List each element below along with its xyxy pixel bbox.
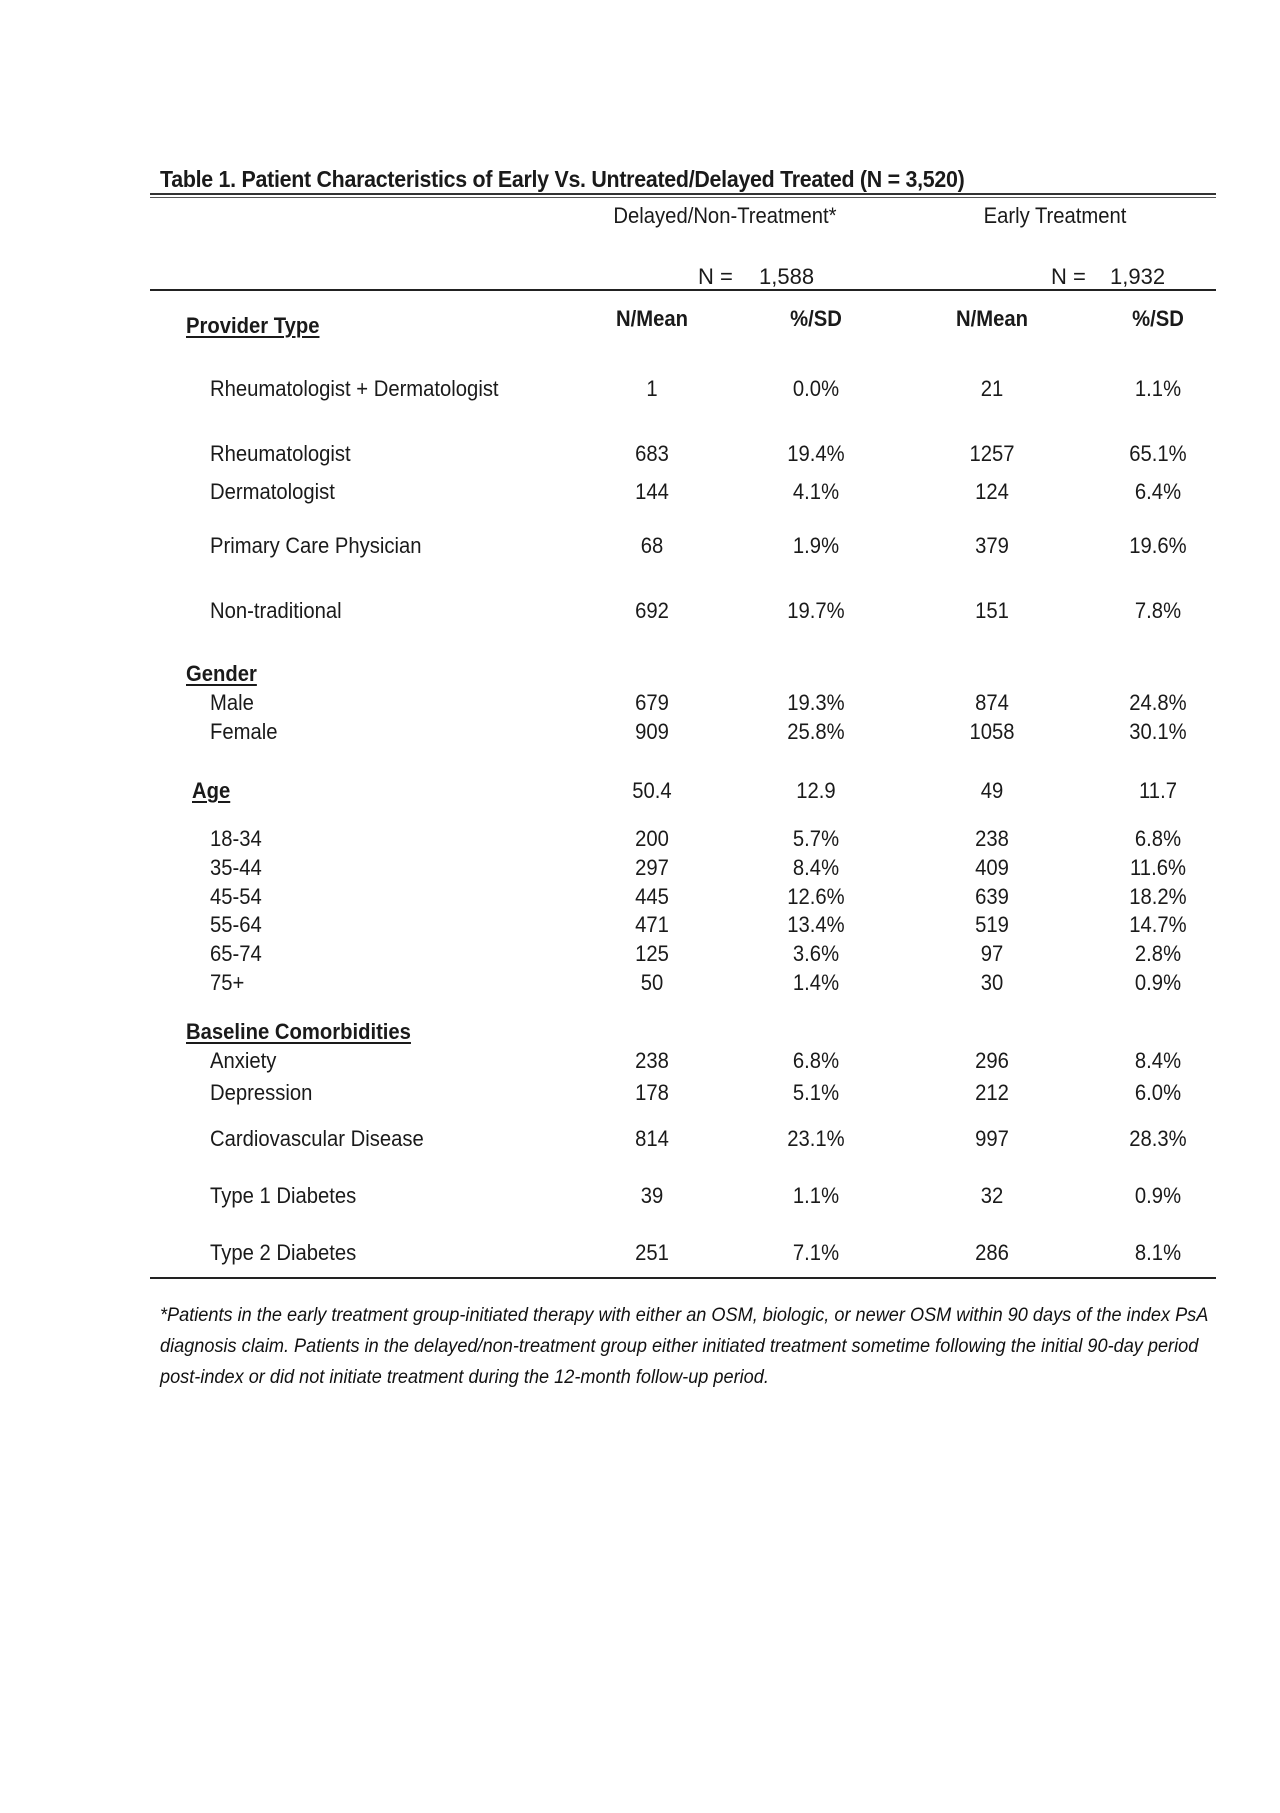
cell-pctsd-early: 24.8% xyxy=(1129,690,1187,715)
cell-mean-delayed: 50.4 xyxy=(632,778,672,803)
cell-nmean-delayed: 683 xyxy=(635,441,669,466)
section-baseline-comorbidities: Baseline Comorbidities xyxy=(186,1019,411,1044)
cell-pctsd-delayed: 19.4% xyxy=(787,441,845,466)
cell-nmean-delayed: 50 xyxy=(640,970,664,995)
cell-pctsd-early: 19.6% xyxy=(1129,533,1187,558)
cell-pctsd-delayed: 23.1% xyxy=(787,1126,845,1151)
cell-pctsd-delayed: 1.9% xyxy=(792,533,840,558)
cell-pctsd-early: 6.4% xyxy=(1134,479,1182,504)
cell-nmean-delayed: 679 xyxy=(635,690,669,715)
cell-pctsd-delayed: 19.3% xyxy=(787,690,845,715)
cell-pctsd-delayed: 1.4% xyxy=(792,970,840,995)
cell-nmean-early: 1257 xyxy=(969,441,1015,466)
cell-nmean-delayed: 251 xyxy=(635,1240,669,1265)
cell-pctsd-early: 30.1% xyxy=(1129,719,1187,744)
col-header-pctsd-early: %/SD xyxy=(1132,306,1184,331)
row-label: Depression xyxy=(210,1080,313,1105)
cell-nmean-early: 296 xyxy=(975,1048,1009,1073)
col-header-pctsd-delayed: %/SD xyxy=(790,306,842,331)
table-footnote: *Patients in the early treatment group-initiated therapy with either an OSM, biologic, or newer OSM within 90 days of the index PsA diagnosis claim. Patients in the delayed/non-treatment group either initiated treatment sometime following the initial 90-day period post-index or did not initiate treatment during the 12-month follow-up period. xyxy=(160,1304,1208,1388)
group-header-early: Early Treatment xyxy=(983,203,1127,228)
group-header-delayed: Delayed/Non-Treatment* xyxy=(613,203,837,228)
col-header-nmean-early: N/Mean xyxy=(956,306,1028,331)
section-gender: Gender xyxy=(186,661,257,686)
cell-nmean-early: 409 xyxy=(975,855,1009,880)
cell-nmean-delayed: 1 xyxy=(646,376,658,401)
cell-nmean-delayed: 200 xyxy=(635,826,669,851)
row-label: Cardiovascular Disease xyxy=(210,1126,424,1151)
cell-pctsd-early: 7.8% xyxy=(1134,598,1182,623)
cell-nmean-delayed: 471 xyxy=(635,912,669,937)
cell-sd-early: 11.7 xyxy=(1139,778,1177,803)
cell-pctsd-delayed: 12.6% xyxy=(787,884,845,909)
row-label: 45-54 xyxy=(210,884,262,909)
cell-nmean-delayed: 814 xyxy=(635,1126,669,1151)
cell-pctsd-early: 0.9% xyxy=(1134,1183,1182,1208)
section-provider-type: Provider Type xyxy=(186,313,320,338)
cell-nmean-early: 238 xyxy=(975,826,1009,851)
section-age: Age xyxy=(192,778,231,803)
group-n-value-early: 1,932 xyxy=(1110,264,1166,289)
cell-nmean-early: 1058 xyxy=(969,719,1015,744)
row-label: 75+ xyxy=(210,970,245,995)
cell-nmean-early: 97 xyxy=(980,941,1004,966)
cell-pctsd-early: 14.7% xyxy=(1129,912,1187,937)
header-rule xyxy=(150,289,1216,291)
cell-pctsd-early: 8.1% xyxy=(1134,1240,1182,1265)
row-label: Type 1 Diabetes xyxy=(210,1183,357,1208)
cell-sd-delayed: 12.9 xyxy=(796,778,836,803)
cell-nmean-early: 32 xyxy=(980,1183,1004,1208)
cell-pctsd-early: 65.1% xyxy=(1129,441,1187,466)
cell-nmean-early: 151 xyxy=(975,598,1009,623)
cell-pctsd-delayed: 0.0% xyxy=(792,376,840,401)
cell-pctsd-delayed: 3.6% xyxy=(792,941,840,966)
cell-pctsd-delayed: 8.4% xyxy=(792,855,840,880)
cell-pctsd-delayed: 5.7% xyxy=(792,826,840,851)
cell-pctsd-early: 8.4% xyxy=(1134,1048,1182,1073)
cell-pctsd-early: 28.3% xyxy=(1129,1126,1187,1151)
cell-nmean-delayed: 144 xyxy=(635,479,669,504)
row-label: Female xyxy=(210,719,278,744)
cell-nmean-early: 874 xyxy=(975,690,1009,715)
cell-pctsd-early: 1.1% xyxy=(1134,376,1182,401)
cell-pctsd-early: 11.6% xyxy=(1130,855,1186,880)
cell-nmean-early: 212 xyxy=(975,1080,1009,1105)
cell-nmean-early: 30 xyxy=(980,970,1004,995)
table-bottom-rule xyxy=(150,1277,1216,1279)
cell-nmean-early: 21 xyxy=(980,376,1004,401)
cell-nmean-early: 639 xyxy=(975,884,1009,909)
title-double-rule xyxy=(150,193,1216,198)
cell-pctsd-early: 6.8% xyxy=(1134,826,1182,851)
cell-nmean-delayed: 445 xyxy=(635,884,669,909)
cell-nmean-early: 124 xyxy=(975,479,1009,504)
cell-nmean-early: 519 xyxy=(975,912,1009,937)
cell-pctsd-delayed: 1.1% xyxy=(792,1183,840,1208)
cell-nmean-delayed: 238 xyxy=(635,1048,669,1073)
cell-pctsd-delayed: 5.1% xyxy=(792,1080,840,1105)
table-title: Table 1. Patient Characteristics of Early Vs. Untreated/Delayed Treated (N = 3,520) xyxy=(160,166,965,192)
cell-pctsd-delayed: 13.4% xyxy=(787,912,845,937)
cell-nmean-delayed: 68 xyxy=(640,533,664,558)
cell-pctsd-delayed: 7.1% xyxy=(792,1240,840,1265)
row-label: Rheumatologist xyxy=(210,441,351,466)
cell-nmean-delayed: 692 xyxy=(635,598,669,623)
cell-pctsd-early: 0.9% xyxy=(1134,970,1182,995)
cell-nmean-delayed: 178 xyxy=(635,1080,669,1105)
cell-pctsd-delayed: 4.1% xyxy=(792,479,840,504)
cell-nmean-delayed: 125 xyxy=(635,941,669,966)
cell-nmean-delayed: 297 xyxy=(635,855,669,880)
cell-mean-early: 49 xyxy=(980,778,1004,803)
cell-pctsd-delayed: 6.8% xyxy=(792,1048,840,1073)
cell-pctsd-delayed: 19.7% xyxy=(787,598,845,623)
group-n-prefix-early: N = xyxy=(1051,264,1086,289)
row-label: 35-44 xyxy=(210,855,262,880)
row-label: Non-traditional xyxy=(210,598,342,623)
col-header-nmean-delayed: N/Mean xyxy=(616,306,688,331)
cell-nmean-early: 379 xyxy=(975,533,1009,558)
row-label: 65-74 xyxy=(210,941,262,966)
row-label: Type 2 Diabetes xyxy=(210,1240,357,1265)
row-label: 18-34 xyxy=(210,826,262,851)
group-n-prefix-delayed: N = xyxy=(698,264,733,289)
row-label: Rheumatologist + Dermatologist xyxy=(210,376,499,401)
row-label: Primary Care Physician xyxy=(210,533,422,558)
cell-nmean-early: 286 xyxy=(975,1240,1009,1265)
cell-nmean-delayed: 909 xyxy=(635,719,669,744)
cell-pctsd-delayed: 25.8% xyxy=(787,719,845,744)
row-label: Dermatologist xyxy=(210,479,335,504)
row-label: Anxiety xyxy=(210,1048,277,1073)
row-label: Male xyxy=(210,690,254,715)
cell-pctsd-early: 6.0% xyxy=(1134,1080,1182,1105)
cell-nmean-early: 997 xyxy=(975,1126,1009,1151)
group-n-value-delayed: 1,588 xyxy=(759,264,815,289)
cell-pctsd-early: 18.2% xyxy=(1129,884,1187,909)
cell-pctsd-early: 2.8% xyxy=(1134,941,1182,966)
row-label: 55-64 xyxy=(210,912,262,937)
cell-nmean-delayed: 39 xyxy=(640,1183,664,1208)
